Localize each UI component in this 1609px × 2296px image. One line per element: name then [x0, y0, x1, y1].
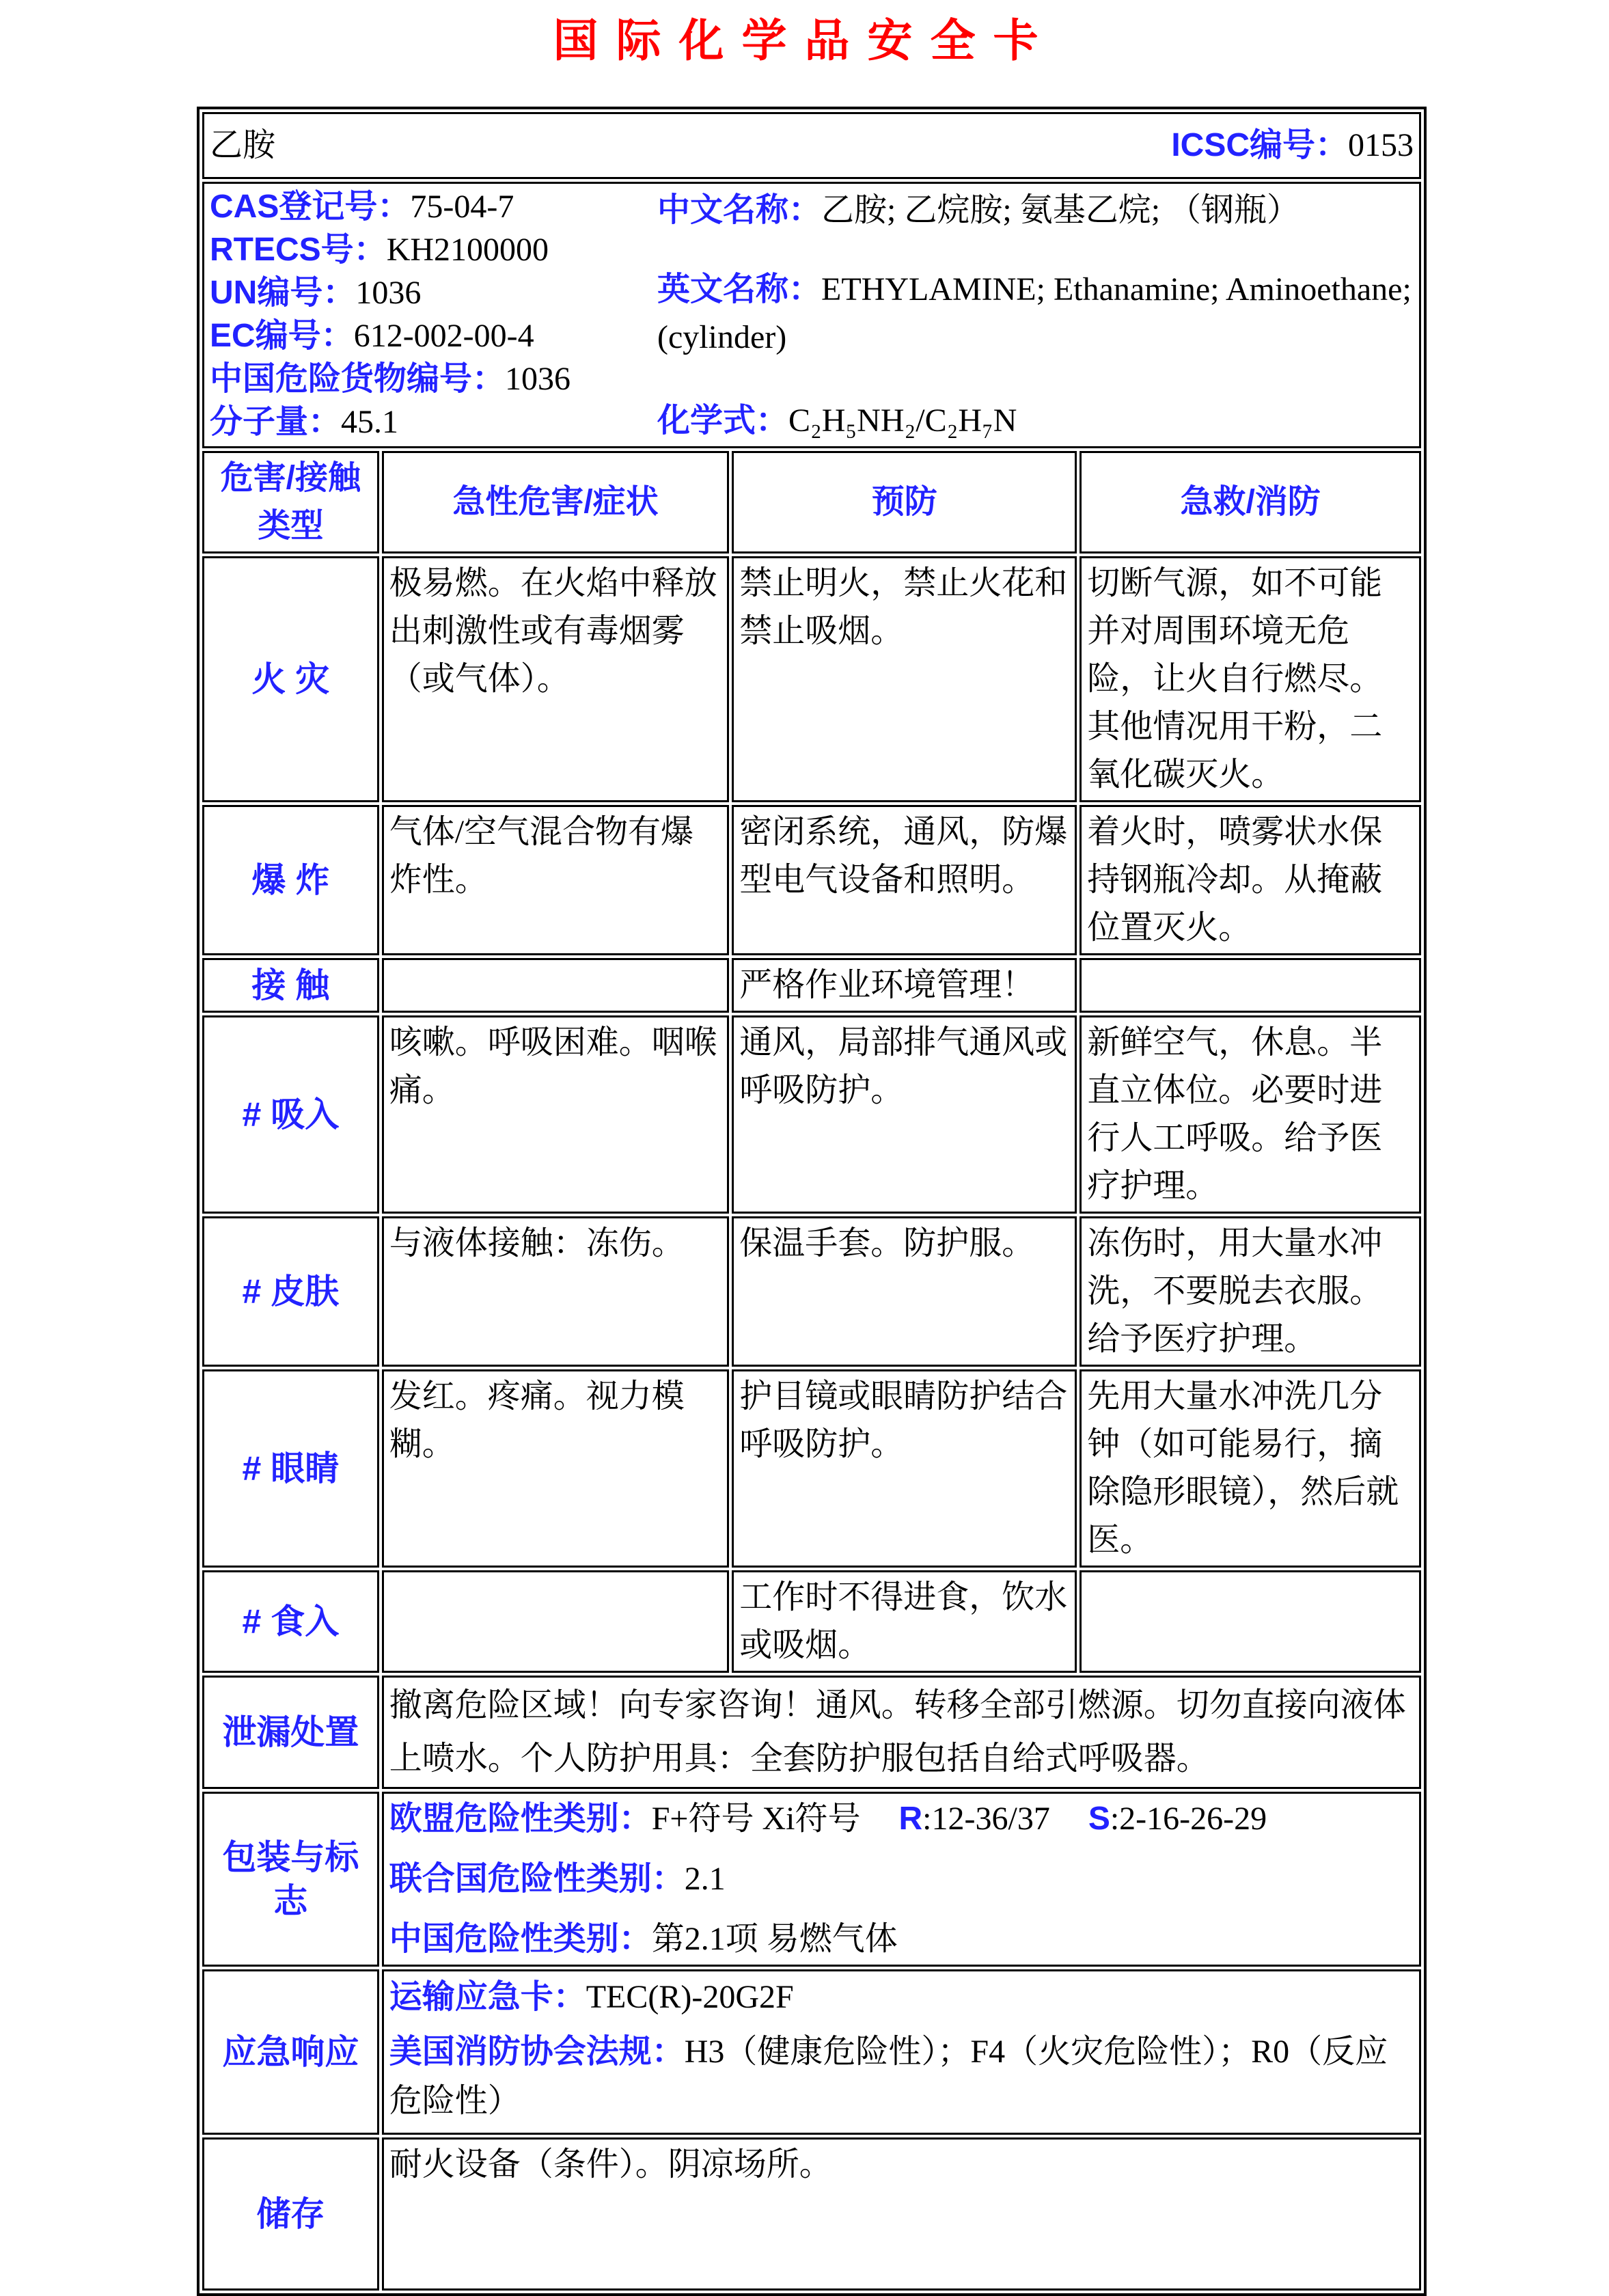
- eyes-type-label: # 眼睛: [202, 1369, 379, 1568]
- safety-card: [197, 107, 1427, 2296]
- spill-label: 泄漏处置: [202, 1676, 379, 1789]
- eyes-first-aid: 先用大量水冲洗几分钟（如可能易行，摘除隐形眼镜），然后就医。: [1079, 1369, 1421, 1568]
- chinese-name-field: [657, 187, 1414, 234]
- packaging-un-line: [389, 1855, 1414, 1903]
- identification-row: [202, 182, 1421, 448]
- icsc-number: 0153: [1348, 127, 1414, 163]
- header-hazard-type: 危害/接触 类型: [202, 451, 379, 554]
- r-phrases-label: R: [898, 1801, 923, 1837]
- skin-type-label: # 皮肤: [202, 1216, 379, 1367]
- table-row-skin: [202, 1216, 1421, 1367]
- inhalation-symptoms: 咳嗽。呼吸困难。咽喉痛。: [382, 1015, 730, 1214]
- ingestion-prevention: 工作时不得进食，饮水或吸烟。: [732, 1570, 1077, 1673]
- header-prevention: 预防: [732, 451, 1077, 554]
- nfpa-line: [389, 2027, 1414, 2126]
- explosion-prevention: 密闭系统，通风，防爆型电气设备和照明。: [732, 805, 1077, 955]
- ec-field: [210, 314, 657, 357]
- formula-label: 化学式：: [657, 402, 789, 439]
- un-field: [210, 271, 657, 314]
- exposure-type-label: 接 触: [202, 958, 379, 1013]
- s-phrases-label: S: [1088, 1801, 1110, 1837]
- skin-symptoms: 与液体接触：冻伤。: [382, 1216, 730, 1367]
- ingestion-type-label: # 食入: [202, 1570, 379, 1673]
- ingestion-symptoms: [382, 1570, 730, 1673]
- eyes-prevention: 护目镜或眼睛防护结合呼吸防护。: [732, 1369, 1077, 1568]
- rtecs-value: KH2100000: [386, 232, 549, 268]
- icsc-number-group: [1171, 122, 1414, 169]
- cn-class-value: 第2.1项 易燃气体: [651, 1921, 898, 1957]
- exposure-symptoms: [382, 958, 730, 1013]
- explosion-symptoms: 气体/空气混合物有爆炸性。: [382, 805, 730, 955]
- eu-class-label: 欧盟危险性类别：: [389, 1801, 652, 1837]
- storage-text: 耐火设备（条件）。阴凉场所。: [382, 2137, 1421, 2291]
- icsc-label: ICSC编号：: [1171, 127, 1348, 163]
- fire-first-aid: 切断气源，如不可能并对周围环境无危险，让火自行燃尽。其他情况用干粉，二氧化碳灭火。: [1079, 556, 1421, 802]
- eyes-symptoms: 发红。疼痛。视力模糊。: [382, 1369, 730, 1568]
- china-dg-field: [210, 357, 657, 400]
- identification-left-column: [210, 185, 657, 445]
- table-row-storage: [202, 2137, 1421, 2291]
- chinese-name-label: 中文名称：: [657, 192, 822, 228]
- s-phrases-value: :2-16-26-29: [1110, 1801, 1267, 1837]
- english-name-label: 英文名称：: [657, 271, 822, 308]
- fire-prevention: 禁止明火，禁止火花和禁止吸烟。: [732, 556, 1077, 802]
- nfpa-value: H3（健康危险性）；F4（火灾危险性）；R0（反应危险性）: [389, 2034, 1388, 2119]
- table-row-eyes: [202, 1369, 1421, 1568]
- skin-prevention: 保温手套。防护服。: [732, 1216, 1077, 1367]
- explosion-type-label: 爆 炸: [202, 805, 379, 955]
- packaging-cn-line: [389, 1915, 1414, 1963]
- packaging-content: [382, 1792, 1421, 1967]
- cas-field: [210, 185, 657, 228]
- un-class-value: 2.1: [684, 1861, 726, 1897]
- transport-card-line: [389, 1973, 1414, 2022]
- cas-value: 75-04-7: [410, 189, 514, 225]
- ec-value: 612-002-00-4: [353, 318, 534, 354]
- emergency-content: [382, 1969, 1421, 2135]
- hazard-header-row: [202, 451, 1421, 554]
- title-cell: [202, 112, 1421, 179]
- identification-cell: [202, 182, 1421, 448]
- un-value: 1036: [355, 275, 422, 311]
- nfpa-label: 美国消防协会法规：: [389, 2034, 685, 2070]
- fire-type-label: 火 灾: [202, 556, 379, 802]
- table-row-fire: [202, 556, 1421, 802]
- china-dg-value: 1036: [505, 361, 571, 397]
- formula-value: C₂H₅NH₂/C₂H₇N: [788, 402, 1017, 439]
- fire-symptoms: 极易燃。在火焰中释放出刺激性或有毒烟雾（或气体）。: [382, 556, 730, 802]
- r-phrases-value: :12-36/37: [922, 1801, 1050, 1837]
- table-row-ingestion: [202, 1570, 1421, 1673]
- substance-name: 乙胺: [210, 127, 276, 163]
- formula-field: [657, 397, 1414, 445]
- rtecs-label: RTECS号：: [210, 232, 387, 268]
- safety-card-table: [197, 107, 1427, 2296]
- china-dg-label: 中国危险货物编号：: [210, 361, 506, 397]
- packaging-label: 包装与标志: [202, 1792, 379, 1967]
- rtecs-field: [210, 228, 657, 271]
- storage-label: 储存: [202, 2137, 379, 2291]
- molweight-value: 45.1: [341, 404, 399, 440]
- cn-class-label: 中国危险性类别：: [389, 1921, 652, 1957]
- inhalation-type-label: # 吸入: [202, 1015, 379, 1214]
- explosion-first-aid: 着火时，喷雾状水保持钢瓶冷却。从掩蔽位置灭火。: [1079, 805, 1421, 955]
- table-row-spill: [202, 1676, 1421, 1789]
- eu-class-value: F+符号 Xi符号: [651, 1801, 861, 1837]
- table-row-exposure: [202, 958, 1421, 1013]
- skin-first-aid: 冻伤时，用大量水冲洗，不要脱去衣服。给予医疗护理。: [1079, 1216, 1421, 1367]
- title-row: [202, 112, 1421, 179]
- english-name-value: ETHYLAMINE; Ethanamine; Aminoethane; (cylinder): [657, 271, 1412, 355]
- table-row-explosion: [202, 805, 1421, 955]
- chinese-name-value: 乙胺; 乙烷胺; 氨基乙烷; （钢瓶）: [821, 192, 1300, 228]
- exposure-first-aid: [1079, 958, 1421, 1013]
- header-first-aid: 急救/消防: [1079, 451, 1421, 554]
- inhalation-prevention: 通风，局部排气通风或呼吸防护。: [732, 1015, 1077, 1214]
- un-class-label: 联合国危险性类别：: [389, 1861, 685, 1897]
- page-title: 国际化学品安全卡: [553, 15, 1056, 66]
- header-symptoms: 急性危害/症状: [382, 451, 730, 554]
- table-row-packaging: [202, 1792, 1421, 1967]
- cas-label: CAS登记号：: [210, 189, 411, 225]
- ingestion-first-aid: [1079, 1570, 1421, 1673]
- ec-label: EC编号：: [210, 318, 354, 354]
- transport-card-label: 运输应急卡：: [389, 1979, 586, 2015]
- transport-card-value: TEC(R)-20G2F: [586, 1979, 794, 2015]
- molweight-label: 分子量：: [210, 404, 342, 440]
- english-name-field: [657, 266, 1414, 361]
- table-row-inhalation: [202, 1015, 1421, 1214]
- inhalation-first-aid: 新鲜空气，休息。半直立体位。必要时进行人工呼吸。给予医疗护理。: [1079, 1015, 1421, 1214]
- spill-text: 撤离危险区域！向专家咨询！通风。转移全部引燃源。切勿直接向液体上喷水。个人防护用具：全套防护服包括自给式呼吸器。: [382, 1676, 1421, 1789]
- table-row-emergency: [202, 1969, 1421, 2135]
- exposure-prevention: 严格作业环境管理！: [732, 958, 1077, 1013]
- identification-right-column: [657, 185, 1414, 445]
- packaging-eu-line: [389, 1795, 1414, 1843]
- emergency-label: 应急响应: [202, 1969, 379, 2135]
- un-label: UN编号：: [210, 275, 356, 311]
- molweight-field: [210, 400, 657, 443]
